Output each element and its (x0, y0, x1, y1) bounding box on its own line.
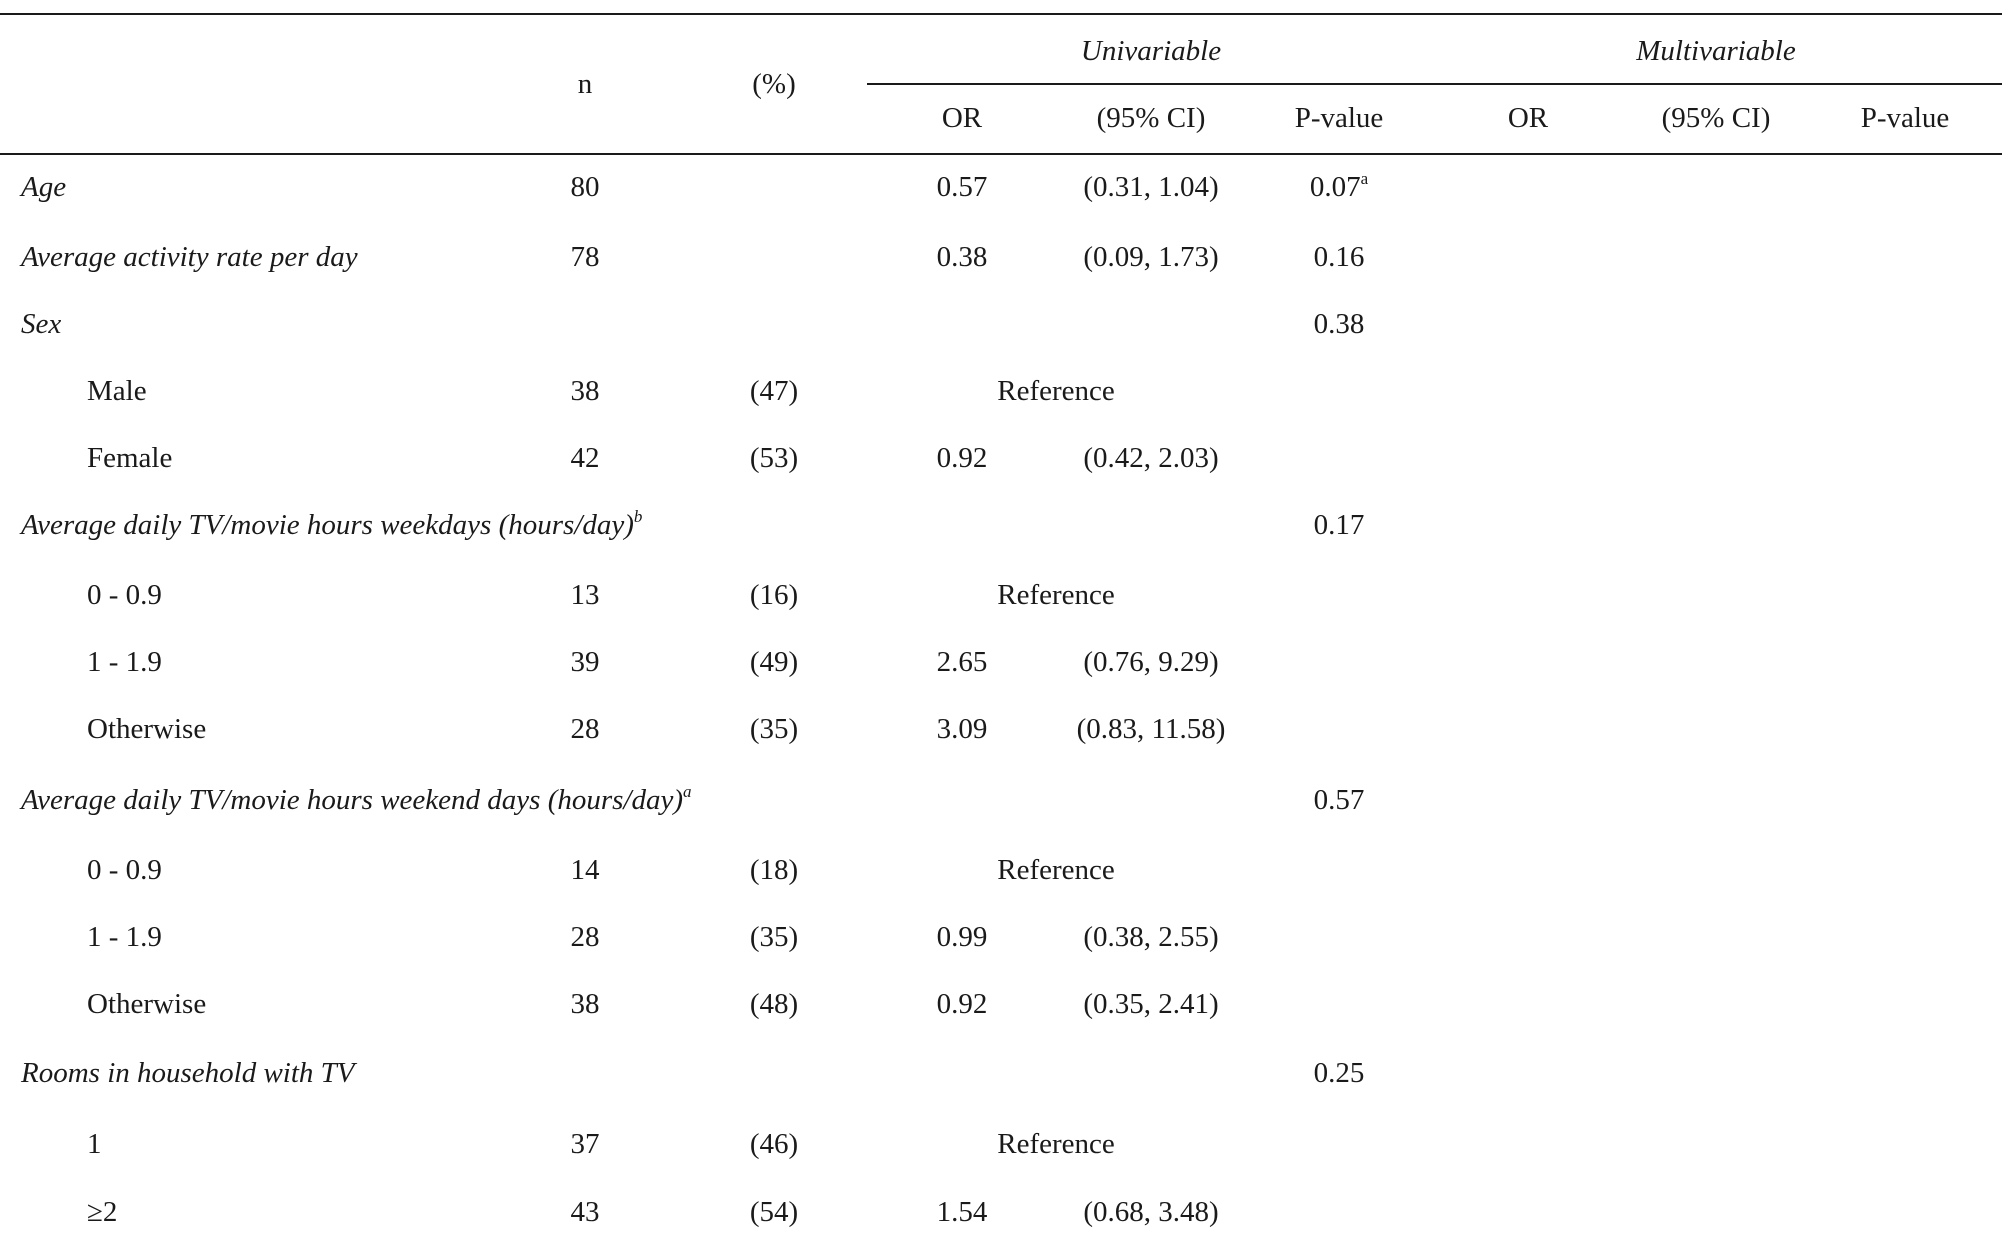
row-label: 0 - 0.9 (87, 579, 162, 611)
cell-or: 0.57 (936, 171, 988, 203)
cell-ci: (0.42, 2.03) (1083, 442, 1219, 474)
cell-p-value: 0.07$^a$ (1309, 169, 1369, 203)
row-label: 1 - 1.9 (87, 646, 162, 678)
cell-n: 39 (570, 646, 600, 678)
row-label: 0 - 0.9 (87, 854, 162, 886)
header-multivariable: Multivariable (1636, 35, 1796, 67)
cell-pct: (53) (749, 442, 799, 474)
header-multi-p: P-value (1860, 102, 1950, 134)
header-univariable: Univariable (1080, 35, 1222, 67)
header-uni-ci: (95% CI) (1096, 102, 1206, 134)
header-pct: (%) (752, 68, 796, 100)
footnote-marker: a (1360, 169, 1369, 188)
cell-or: 0.92 (936, 442, 988, 474)
cell-ci: (0.31, 1.04) (1083, 171, 1219, 203)
row-label: Average activity rate per day (21, 241, 358, 273)
cell-ci: (0.35, 2.41) (1083, 988, 1219, 1020)
cell-n: 13 (570, 579, 600, 611)
cell-p-value: 0.57 (1313, 784, 1365, 816)
cell-pct: (35) (749, 921, 799, 953)
table-top-rule (0, 13, 2002, 15)
cell-pct: (54) (749, 1196, 799, 1228)
cell-pct: (16) (749, 579, 799, 611)
cell-n: 37 (570, 1128, 600, 1160)
header-n: n (577, 68, 593, 100)
cell-p-value: 0.38 (1313, 308, 1365, 340)
cell-ci: (0.83, 11.58) (1076, 713, 1226, 745)
cell-n: 42 (570, 442, 600, 474)
row-label: Average daily TV/movie hours weekdays (hours/day)$^b$ (21, 507, 643, 541)
row-label: Sex (21, 308, 62, 340)
cell-pct: (47) (749, 375, 799, 407)
cell-n: 38 (570, 988, 600, 1020)
cell-or: 3.09 (936, 713, 988, 745)
cell-p-value: 0.17 (1313, 509, 1365, 541)
cell-pct: (49) (749, 646, 799, 678)
univariable-span-rule (867, 83, 2002, 85)
cell-ci: (0.09, 1.73) (1083, 241, 1219, 273)
footnote-marker: a (683, 782, 692, 801)
row-label: Female (87, 442, 173, 474)
cell-ci: (0.38, 2.55) (1083, 921, 1219, 953)
cell-p-value: 0.25 (1313, 1057, 1365, 1089)
header-multi-ci: (95% CI) (1661, 102, 1771, 134)
footnote-marker: b (633, 507, 643, 526)
cell-pct: (48) (749, 988, 799, 1020)
row-label: Otherwise (87, 713, 207, 745)
cell-reference: Reference (997, 375, 1115, 407)
row-label: Rooms in household with TV (21, 1057, 355, 1089)
cell-or: 0.38 (936, 241, 988, 273)
row-label: 1 - 1.9 (87, 921, 162, 953)
header-multi-or: OR (1507, 102, 1549, 134)
cell-p-value: 0.16 (1313, 241, 1365, 273)
cell-pct: (18) (749, 854, 799, 886)
row-label: Male (87, 375, 147, 407)
cell-or: 2.65 (936, 646, 988, 678)
cell-n: 43 (570, 1196, 600, 1228)
cell-reference: Reference (997, 579, 1115, 611)
cell-or: 0.92 (936, 988, 988, 1020)
header-uni-or: OR (941, 102, 983, 134)
cell-or: 0.99 (936, 921, 988, 953)
row-label: Average daily TV/movie hours weekend days (hours/day)$^a$ (21, 782, 692, 816)
cell-ci: (0.68, 3.48) (1083, 1196, 1219, 1228)
cell-n: 28 (570, 713, 600, 745)
cell-reference: Reference (997, 854, 1115, 886)
row-label: 1 (87, 1128, 102, 1160)
cell-or: 1.54 (936, 1196, 988, 1228)
header-uni-p: P-value (1294, 102, 1384, 134)
cell-ci: (0.76, 9.29) (1083, 646, 1219, 678)
cell-n: 80 (570, 171, 600, 203)
cell-pct: (35) (749, 713, 799, 745)
header-bottom-rule (0, 153, 2002, 155)
cell-n: 78 (570, 241, 600, 273)
cell-n: 28 (570, 921, 600, 953)
row-label: ≥2 (87, 1196, 118, 1228)
cell-reference: Reference (997, 1128, 1115, 1160)
cell-pct: (46) (749, 1128, 799, 1160)
cell-n: 38 (570, 375, 600, 407)
row-label: Age (21, 171, 67, 203)
row-label: Otherwise (87, 988, 207, 1020)
cell-n: 14 (570, 854, 600, 886)
